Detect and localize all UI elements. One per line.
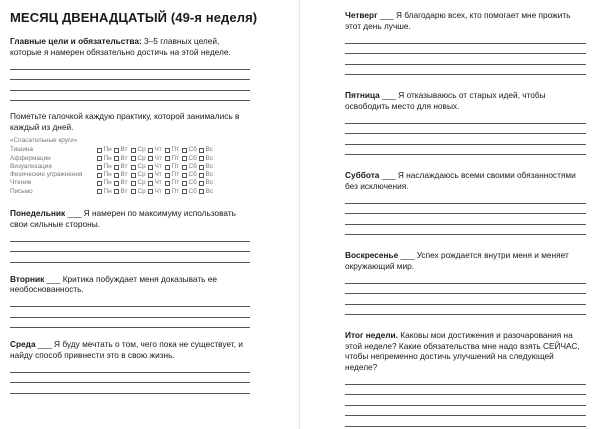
checkbox-icon	[131, 148, 136, 153]
checkbox-icon	[148, 148, 153, 153]
day-abbrev: Вс	[205, 146, 213, 154]
day-prompt	[345, 170, 586, 191]
day-abbrev: Сб	[188, 154, 197, 162]
day-abbrev: Ср	[137, 187, 146, 195]
day-abbrev: Вс	[205, 162, 213, 170]
day-abbrev: Пт	[171, 179, 180, 187]
day-blank[interactable]: ___	[65, 208, 84, 219]
day-abbrev: Вт	[120, 154, 128, 162]
day-abbrev: Чт	[154, 146, 162, 154]
checkbox-icon	[199, 173, 204, 178]
day-affirmation: Я отказываюсь от старых идей, чтобы освободить место для новых.	[345, 90, 546, 111]
day-abbrev: Чт	[154, 162, 162, 170]
practice-day-checkbox[interactable]	[199, 146, 216, 154]
practice-grid	[10, 137, 250, 196]
day-abbrev: Ср	[137, 162, 146, 170]
practice-day-checkbox[interactable]	[97, 171, 114, 179]
goals-text: 3–5 главных целей, которые я намерен обязательно достичь на этой неделе.	[10, 36, 231, 57]
day-blank[interactable]: ___	[44, 273, 63, 284]
day-writing-lines[interactable]	[345, 113, 586, 155]
day-label: Пятница	[345, 90, 380, 100]
week-summary-label: Итог недели.	[345, 330, 398, 340]
practice-day-checkbox[interactable]	[165, 179, 182, 187]
day-prompt	[345, 10, 586, 31]
checkbox-icon	[131, 189, 136, 194]
practice-day-checkbox[interactable]	[148, 179, 165, 187]
practice-day-checkbox[interactable]	[114, 188, 131, 196]
checkbox-icon	[148, 165, 153, 170]
checkbox-icon	[199, 189, 204, 194]
practice-row	[10, 155, 250, 163]
day-abbrev: Сб	[188, 162, 197, 170]
practice-day-checkbox[interactable]	[148, 171, 165, 179]
checkbox-icon	[114, 148, 119, 153]
day-abbrev: Сб	[188, 187, 197, 195]
day-blank[interactable]: ___	[35, 339, 55, 350]
practice-name: Визуализация	[10, 162, 52, 170]
checkbox-icon	[114, 156, 119, 161]
goals-label: Главные цели и обязательства:	[10, 36, 142, 46]
practice-row	[10, 179, 250, 187]
day-abbrev: Пн	[103, 146, 112, 154]
practice-day-checkbox[interactable]	[165, 171, 182, 179]
practice-day-checkbox[interactable]	[199, 179, 216, 187]
checkbox-icon	[148, 156, 153, 161]
practice-day-checkbox[interactable]	[97, 188, 114, 196]
day-abbrev: Ср	[137, 146, 146, 154]
day-blank[interactable]: ___	[379, 170, 398, 180]
practice-prompt: Пометьте галочкой каждую практику, которой занимались в каждый из дней.	[10, 111, 240, 132]
day-abbrev: Пн	[103, 162, 112, 170]
practice-day-checkbox[interactable]	[165, 146, 182, 154]
practice-day-checkbox[interactable]	[199, 188, 216, 196]
day-prompt	[10, 208, 250, 229]
day-writing-lines[interactable]	[10, 231, 250, 263]
practice-day-checkbox[interactable]	[148, 188, 165, 196]
day-section	[345, 90, 586, 170]
checkbox-icon	[131, 156, 136, 161]
day-abbrev: Вт	[120, 146, 128, 154]
day-writing-lines[interactable]	[10, 362, 250, 394]
day-section	[345, 250, 586, 330]
day-affirmation: Я буду мечтать о том, чего пока не существует, и найду способ привнести это в свою жизнь.	[10, 339, 243, 360]
checkbox-icon	[148, 189, 153, 194]
practice-row	[10, 163, 250, 171]
day-label: Четверг	[345, 10, 378, 20]
practice-day-checkbox[interactable]	[165, 188, 182, 196]
checkbox-icon	[182, 156, 187, 161]
checkbox-icon	[148, 181, 153, 186]
checkbox-icon	[165, 181, 170, 186]
page-title: МЕСЯЦ ДВЕНАДЦАТЫЙ (49-я неделя)	[10, 10, 258, 25]
checkbox-icon	[182, 181, 187, 186]
checkbox-icon	[97, 189, 102, 194]
checkbox-icon	[182, 189, 187, 194]
week-summary-writing-lines[interactable]	[345, 374, 586, 429]
practice-day-checkbox[interactable]	[182, 163, 199, 171]
day-writing-lines[interactable]	[345, 273, 586, 315]
day-abbrev: Пн	[103, 171, 112, 179]
practice-day-checkbox[interactable]	[182, 188, 199, 196]
practice-day-checkbox[interactable]	[148, 146, 165, 154]
checkbox-icon	[97, 173, 102, 178]
practice-name: Чтение	[10, 179, 32, 187]
day-label: Понедельник	[10, 208, 66, 219]
day-prompt	[10, 274, 250, 295]
day-label: Вторник	[10, 273, 45, 284]
practice-day-checkbox[interactable]	[131, 146, 148, 154]
practice-day-checkbox[interactable]	[114, 146, 131, 154]
day-prompt	[345, 250, 586, 271]
day-prompt	[10, 339, 250, 360]
day-abbrev: Чт	[154, 179, 162, 187]
practice-day-checkbox[interactable]	[182, 146, 199, 154]
right-page	[300, 0, 600, 429]
practice-day-checkbox[interactable]	[199, 171, 216, 179]
checkbox-icon	[131, 173, 136, 178]
day-section	[345, 170, 586, 250]
practice-day-checkbox[interactable]	[199, 155, 216, 163]
checkbox-icon	[199, 165, 204, 170]
week-summary-section	[345, 330, 586, 429]
day-abbrev: Ср	[137, 171, 146, 179]
day-abbrev: Сб	[188, 171, 197, 179]
practice-row	[10, 146, 250, 154]
week-summary-prompt	[345, 330, 586, 372]
checkbox-icon	[165, 189, 170, 194]
practice-day-checkbox[interactable]	[114, 155, 131, 163]
checkbox-icon	[131, 165, 136, 170]
day-abbrev: Ср	[137, 179, 146, 187]
day-abbrev: Вт	[120, 171, 128, 179]
practice-day-checkbox[interactable]	[182, 155, 199, 163]
goals-prompt	[10, 36, 250, 57]
day-writing-lines[interactable]	[345, 193, 586, 235]
practice-day-checkbox[interactable]	[131, 171, 148, 179]
checkbox-icon	[114, 181, 119, 186]
day-abbrev: Вс	[205, 154, 213, 162]
day-abbrev: Пн	[103, 154, 112, 162]
day-abbrev: Ср	[137, 154, 146, 162]
practice-name: Аффирмации	[10, 154, 51, 162]
day-affirmation: Я благодарю всех, кто помогает мне прожить этот день лучше.	[345, 10, 571, 31]
practice-day-checkbox[interactable]	[97, 179, 114, 187]
practice-row	[10, 188, 250, 196]
practice-day-checkbox[interactable]	[114, 179, 131, 187]
day-abbrev: Сб	[188, 146, 197, 154]
checkbox-icon	[165, 148, 170, 153]
day-section	[10, 339, 250, 405]
practice-day-checkbox[interactable]	[131, 179, 148, 187]
practice-grid-header: «Спасательные круги»	[10, 137, 78, 144]
day-abbrev: Вт	[120, 179, 128, 187]
practice-row	[10, 171, 250, 179]
checkbox-icon	[199, 156, 204, 161]
day-abbrev: Пт	[171, 171, 180, 179]
practice-day-checkbox[interactable]	[131, 163, 148, 171]
day-affirmation: Я намерен по максимуму использовать свои сильные стороны.	[10, 208, 236, 229]
practice-name: Физические упражнения	[10, 171, 83, 179]
checkbox-icon	[97, 148, 102, 153]
checkbox-icon	[199, 148, 204, 153]
checkbox-icon	[182, 165, 187, 170]
goals-writing-lines[interactable]	[10, 59, 250, 101]
practice-day-checkbox[interactable]	[148, 163, 165, 171]
day-writing-lines[interactable]	[345, 33, 586, 75]
checkbox-icon	[131, 181, 136, 186]
checkbox-icon	[114, 173, 119, 178]
checkbox-icon	[148, 173, 153, 178]
checkbox-icon	[97, 181, 102, 186]
day-affirmation: Я наслаждаюсь всеми своими обязанностями без исключения.	[345, 170, 576, 191]
practice-day-checkbox[interactable]	[114, 171, 131, 179]
practice-day-checkbox[interactable]	[148, 155, 165, 163]
day-section	[10, 208, 250, 274]
checkbox-icon	[182, 173, 187, 178]
day-abbrev: Пн	[103, 179, 112, 187]
checkbox-icon	[97, 156, 102, 161]
day-abbrev: Вт	[120, 162, 128, 170]
practice-day-checkbox[interactable]	[165, 155, 182, 163]
checkbox-icon	[182, 148, 187, 153]
week-summary-text: Каковы мои достижения и разочарования на этой неделе? Какие обязательства мне надо взять СЕЙЧАС, чтобы непременно достичь улучшений на следующей неделе?	[345, 330, 580, 372]
practice-day-checkbox[interactable]	[114, 163, 131, 171]
practice-name: Письмо	[10, 187, 33, 195]
checkbox-icon	[165, 173, 170, 178]
day-label: Воскресенье	[345, 250, 399, 260]
day-section	[10, 274, 250, 340]
checkbox-icon	[114, 189, 119, 194]
day-abbrev: Вт	[120, 187, 128, 195]
day-affirmation: Успех рождается внутри меня и меняет окружающий мир.	[345, 250, 569, 271]
day-abbrev: Пт	[171, 162, 180, 170]
day-abbrev: Вс	[205, 187, 213, 195]
day-blank[interactable]: ___	[379, 90, 399, 100]
practice-day-checkbox[interactable]	[131, 155, 148, 163]
practice-day-checkbox[interactable]	[182, 179, 199, 187]
day-section	[345, 10, 586, 90]
practice-day-checkbox[interactable]	[97, 146, 114, 154]
practice-day-checkbox[interactable]	[199, 163, 216, 171]
checkbox-icon	[97, 165, 102, 170]
checkbox-icon	[165, 165, 170, 170]
day-abbrev: Чт	[154, 171, 162, 179]
day-abbrev: Чт	[154, 187, 162, 195]
day-abbrev: Пт	[171, 146, 180, 154]
practice-day-checkbox[interactable]	[165, 163, 182, 171]
checkbox-icon	[199, 181, 204, 186]
day-abbrev: Пт	[171, 154, 180, 162]
day-writing-lines[interactable]	[10, 297, 250, 329]
checkbox-icon	[114, 165, 119, 170]
day-abbrev: Вс	[205, 179, 213, 187]
checkbox-icon	[165, 156, 170, 161]
day-label: Суббота	[345, 170, 380, 180]
day-label: Среда	[10, 339, 36, 350]
practice-day-checkbox[interactable]	[97, 155, 114, 163]
day-abbrev: Вс	[205, 171, 213, 179]
practice-day-checkbox[interactable]	[131, 188, 148, 196]
day-abbrev: Чт	[154, 154, 162, 162]
practice-day-checkbox[interactable]	[97, 163, 114, 171]
day-blank[interactable]: ___	[398, 250, 417, 260]
day-prompt	[345, 90, 586, 111]
day-blank[interactable]: ___	[377, 10, 396, 20]
day-abbrev: Пт	[171, 187, 180, 195]
day-abbrev: Пн	[103, 187, 112, 195]
day-affirmation: Критика побуждает меня доказывать ее необоснованность.	[10, 273, 217, 295]
day-abbrev: Сб	[188, 179, 197, 187]
practice-name: Тишина	[10, 146, 33, 154]
